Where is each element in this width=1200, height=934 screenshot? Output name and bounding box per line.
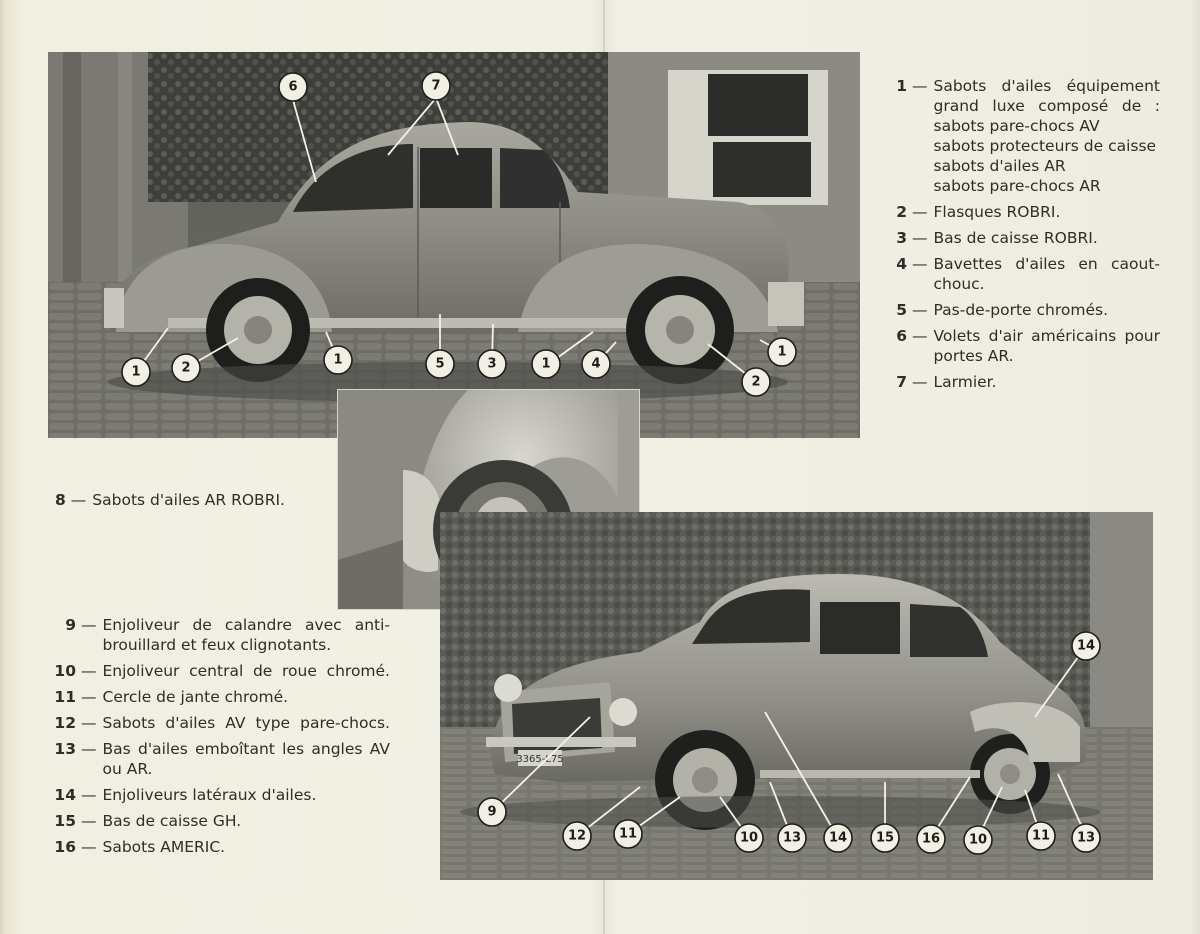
svg-text:6: 6 xyxy=(288,79,298,95)
svg-text:5: 5 xyxy=(435,356,445,372)
callout-7 xyxy=(422,72,450,100)
callout-4 xyxy=(582,350,610,378)
legend-text: Sabots AMERIC. xyxy=(102,838,226,856)
legend-item-5 xyxy=(895,300,1160,320)
legend-dash: — xyxy=(81,714,97,732)
license-plate: 3365-L75 xyxy=(516,754,564,765)
callout-1 xyxy=(768,338,796,366)
svg-text:15: 15 xyxy=(875,830,895,846)
legend-item-6 xyxy=(895,326,1160,366)
callout-9 xyxy=(478,798,506,826)
callout-13 xyxy=(778,824,806,852)
legend-dash: — xyxy=(81,786,97,804)
svg-text:4: 4 xyxy=(591,356,601,372)
legend-item-14 xyxy=(54,785,390,805)
legend-dash: — xyxy=(912,301,928,319)
legend-text: Enjoliveur de calandre avec anti- brouillard et feux clignotants. xyxy=(102,616,390,654)
legend-item-16 xyxy=(54,837,390,857)
legend-item-4 xyxy=(895,254,1160,294)
legend-item-8 xyxy=(55,490,355,510)
legend-item-3 xyxy=(895,228,1160,248)
legend-number: 9 xyxy=(65,616,76,634)
legend-top-right xyxy=(895,76,1160,398)
svg-text:1: 1 xyxy=(541,356,551,372)
legend-dash: — xyxy=(81,740,97,758)
svg-text:9: 9 xyxy=(487,804,497,820)
svg-text:10: 10 xyxy=(739,830,759,846)
legend-text: Bas de caisse GH. xyxy=(102,812,242,830)
legend-dash: — xyxy=(912,373,928,391)
legend-dash: — xyxy=(70,491,87,509)
legend-number: 10 xyxy=(54,662,76,680)
legend-text: Bas de caisse ROBRI. xyxy=(933,229,1098,247)
svg-text:14: 14 xyxy=(828,830,848,846)
svg-text:1: 1 xyxy=(333,352,343,368)
legend-number: 14 xyxy=(54,786,76,804)
legend-dash: — xyxy=(912,255,928,273)
legend-item-12 xyxy=(54,713,390,733)
legend-dash: — xyxy=(912,77,928,95)
svg-text:2: 2 xyxy=(751,374,761,390)
legend-text: Sabots d'ailes AV type pare-chocs. xyxy=(102,714,390,732)
svg-text:11: 11 xyxy=(618,826,638,842)
legend-dash: — xyxy=(912,203,928,221)
callout-5 xyxy=(426,350,454,378)
legend-number: 3 xyxy=(896,229,907,247)
legend-item-11 xyxy=(54,687,390,707)
legend-middle xyxy=(55,490,355,516)
legend-dash: — xyxy=(81,812,97,830)
svg-text:14: 14 xyxy=(1076,638,1096,654)
legend-number: 4 xyxy=(896,255,907,273)
legend-text: Pas-de-porte chromés. xyxy=(933,301,1109,319)
callout-12 xyxy=(563,822,591,850)
legend-item-15 xyxy=(54,811,390,831)
callout-1 xyxy=(532,350,560,378)
callout-3 xyxy=(478,350,506,378)
legend-dash: — xyxy=(912,229,928,247)
svg-text:13: 13 xyxy=(782,830,802,846)
leader-lines xyxy=(136,98,782,382)
legend-number: 7 xyxy=(896,373,907,391)
legend-item-10 xyxy=(54,661,390,681)
legend-text: Sabots d'ailes équipement grand luxe composé de : sabots pare-chocs AV sabots protecteurs de caisse sabots d'ailes AR sabots pare-chocs AR xyxy=(933,77,1160,195)
callout-2 xyxy=(742,368,770,396)
callout-10 xyxy=(964,826,992,854)
legend-item-7 xyxy=(895,372,1160,392)
legend-number: 8 xyxy=(55,491,66,509)
legend-number: 1 xyxy=(896,77,907,95)
callout-11 xyxy=(614,820,642,848)
legend-dash: — xyxy=(81,662,97,680)
photo-front-three-quarter xyxy=(440,512,1153,880)
callout-14 xyxy=(1072,632,1100,660)
legend-item-1 xyxy=(895,76,1160,196)
legend-text: Volets d'air américains pour portes AR. xyxy=(933,327,1160,365)
callout-13 xyxy=(1072,824,1100,852)
callout-10 xyxy=(735,824,763,852)
svg-text:10: 10 xyxy=(968,832,988,848)
legend-number: 5 xyxy=(896,301,907,319)
svg-text:16: 16 xyxy=(921,831,941,847)
legend-number: 16 xyxy=(54,838,76,856)
legend-item-9 xyxy=(54,615,390,655)
svg-text:12: 12 xyxy=(567,828,587,844)
legend-item-13 xyxy=(54,739,390,779)
legend-bottom-left xyxy=(54,615,390,863)
callout-11 xyxy=(1027,822,1055,850)
svg-text:2: 2 xyxy=(181,360,191,376)
legend-number: 13 xyxy=(54,740,76,758)
photo-side-view xyxy=(48,52,860,438)
legend-text: Enjoliveur central de roue chromé. xyxy=(102,662,390,680)
legend-dash: — xyxy=(81,688,97,706)
legend-dash: — xyxy=(81,838,97,856)
legend-text: Larmier. xyxy=(933,373,997,391)
legend-text: Sabots d'ailes AR ROBRI. xyxy=(92,491,285,509)
legend-text: Bas d'ailes emboîtant les angles AV ou AR. xyxy=(102,740,390,778)
callout-2 xyxy=(172,354,200,382)
svg-text:7: 7 xyxy=(431,78,441,94)
legend-dash: — xyxy=(912,327,928,345)
callout-15 xyxy=(871,824,899,852)
callout-1 xyxy=(324,346,352,374)
svg-text:1: 1 xyxy=(777,344,787,360)
svg-text:11: 11 xyxy=(1031,828,1051,844)
svg-text:1: 1 xyxy=(131,364,141,380)
legend-item-2 xyxy=(895,202,1160,222)
legend-number: 6 xyxy=(896,327,907,345)
legend-text: Bavettes d'ailes en caout- chouc. xyxy=(933,255,1160,293)
legend-number: 11 xyxy=(54,688,76,706)
legend-text: Enjoliveurs latéraux d'ailes. xyxy=(102,786,317,804)
legend-number: 12 xyxy=(54,714,76,732)
callout-14 xyxy=(824,824,852,852)
svg-text:3: 3 xyxy=(487,356,497,372)
legend-dash: — xyxy=(81,616,97,634)
legend-text: Cercle de jante chromé. xyxy=(102,688,289,706)
callout-16 xyxy=(917,825,945,853)
legend-number: 2 xyxy=(896,203,907,221)
svg-text:13: 13 xyxy=(1076,830,1096,846)
legend-number: 15 xyxy=(54,812,76,830)
legend-text: Flasques ROBRI. xyxy=(933,203,1061,221)
callout-6 xyxy=(279,73,307,101)
callout-1 xyxy=(122,358,150,386)
